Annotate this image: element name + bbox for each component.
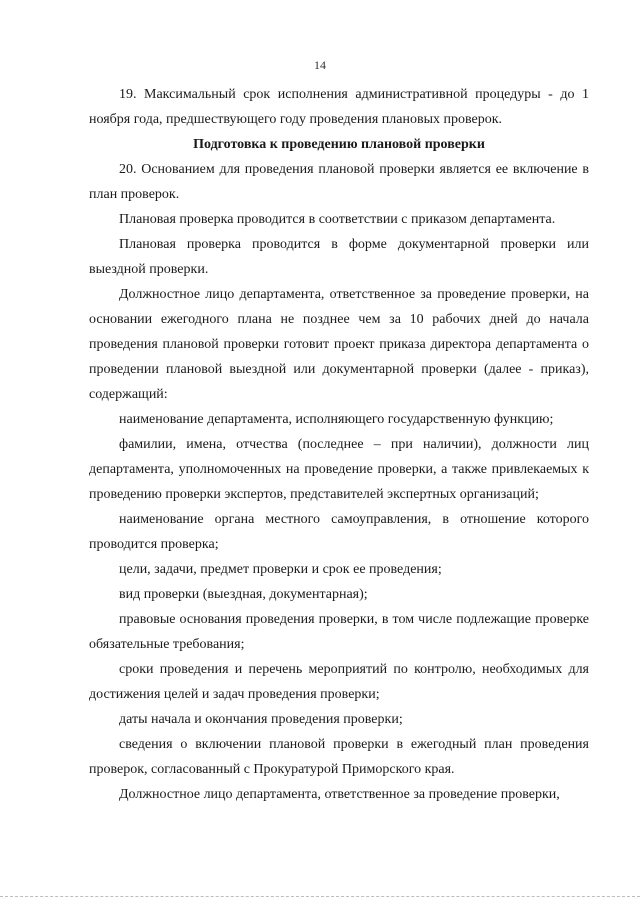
list-item: наименование департамента, исполняющего государственную функцию; — [119, 412, 554, 427]
paragraph-20: 20. Основанием для проведения плановой проверки является ее включение в план проверок. — [89, 162, 589, 202]
list-item: фамилии, имена, отчества (последнее – при наличии), должности лиц департамента, уполномоченных на проведение проверки, а также привлекаемых к проведению проверки экспертов, представителей экспертных организаций; — [89, 437, 589, 502]
paragraph: Плановая проверка проводится в форме документарной проверки или выездной проверки. — [89, 237, 589, 277]
list-item: даты начала и окончания проведения проверки; — [119, 712, 403, 727]
section-heading: Подготовка к проведению плановой проверки — [193, 137, 485, 152]
list-item: цели, задачи, предмет проверки и срок ее проведения; — [119, 562, 442, 577]
paragraph: Плановая проверка проводится в соответствии с приказом департамента. — [119, 212, 556, 227]
document-body — [89, 82, 589, 807]
scan-edge-line — [0, 896, 640, 898]
list-item: правовые основания проведения проверки, в том числе подлежащие проверке обязательные требования; — [89, 612, 589, 652]
list-item: сведения о включении плановой проверки в ежегодный план проведения проверок, согласованный с Прокуратурой Приморского края. — [89, 737, 589, 777]
paragraph: Должностное лицо департамента, ответственное за проведение проверки, на основании ежегодного плана не позднее чем за 10 рабочих дней до начала проведения плановой проверки готовит проект приказа директора департамента о проведении плановой выездной или документарной проверки (далее - приказ), содержащий: — [89, 287, 589, 402]
list-item: вид проверки (выездная, документарная); — [119, 587, 368, 602]
list-item: наименование органа местного самоуправления, в отношение которого проводится проверка; — [89, 512, 589, 552]
page-number: 14 — [314, 58, 326, 72]
paragraph: Должностное лицо департамента, ответственное за проведение проверки, — [119, 787, 560, 802]
paragraph-19: 19. Максимальный срок исполнения административной процедуры - до 1 ноября года, предшествующего году проведения плановых проверок. — [89, 87, 589, 127]
list-item: сроки проведения и перечень мероприятий по контролю, необходимых для достижения целей и задач проведения проверки; — [89, 662, 589, 702]
